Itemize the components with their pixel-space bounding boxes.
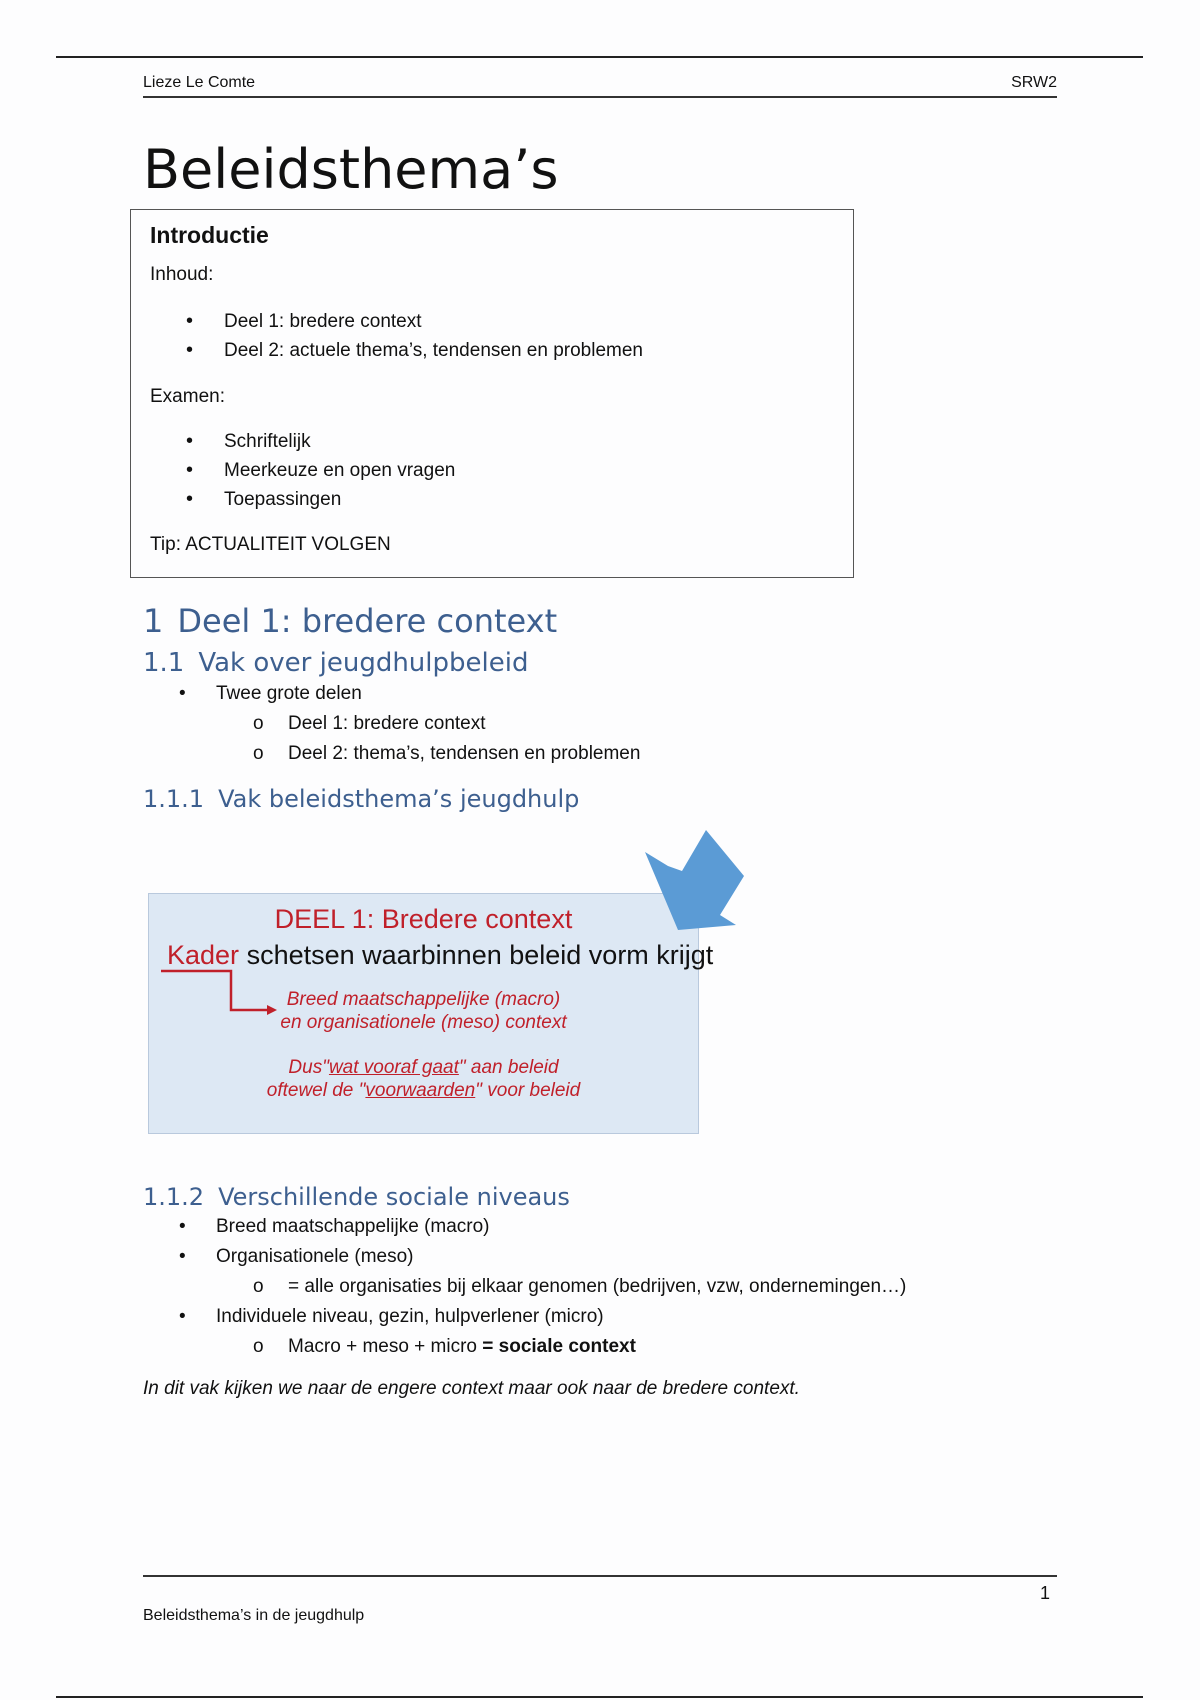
heading-number: 1	[143, 602, 164, 640]
underlined-text: voorwaarden	[365, 1080, 476, 1101]
exam-list	[131, 427, 455, 514]
list-item: • Toepassingen	[131, 485, 455, 514]
exam-tip: Tip: ACTUALITEIT VOLGEN	[150, 534, 391, 555]
list-item: • Schriftelijk	[131, 427, 455, 456]
list-item: o Deel 1: bredere context	[143, 709, 640, 739]
section-1-1-2-list	[143, 1212, 906, 1362]
underlined-text: wat vooraf gaat	[328, 1057, 459, 1078]
slide-line-2: en organisationele (meso) context	[280, 1012, 567, 1033]
heading-number: 1.1.2	[143, 1183, 205, 1211]
slide-image	[148, 893, 714, 1134]
text-part: oftewel de "	[266, 1080, 366, 1101]
list-item: o = alle organisaties bij elkaar genomen (bedrijven, vzw, ondernemingen…)	[143, 1272, 906, 1302]
page-top-edge	[56, 56, 1143, 58]
kader-rest: schetsen waarbinnen beleid vorm krijgt	[239, 940, 714, 970]
page-number: 1	[1040, 1583, 1051, 1603]
list-item: o Deel 2: thema’s, tendensen en problemen	[143, 739, 640, 769]
list-item: • Deel 2: actuele thema’s, tendensen en problemen	[131, 336, 643, 365]
introduction-box	[130, 209, 854, 578]
heading-section-1	[143, 602, 557, 640]
slide-title: DEEL 1: Bredere context	[274, 904, 573, 934]
text-part: " voor beleid	[475, 1080, 581, 1101]
header-course-code: SRW2	[1011, 74, 1057, 91]
kader-word: Kader	[167, 940, 240, 970]
section-1-1-list	[143, 679, 640, 769]
heading-text: Deel 1: bredere context	[177, 602, 558, 640]
footer-rule	[143, 1575, 1057, 1577]
header-author: Lieze Le Comte	[143, 74, 256, 91]
document-title: Beleidsthema’s	[143, 138, 559, 201]
intro-box-title: Introductie	[150, 222, 269, 248]
list-item: • Meerkeuze en open vragen	[131, 456, 455, 485]
closing-note: In dit vak kijken we naar de engere context maar ook naar de bredere context.	[143, 1378, 800, 1399]
heading-section-1-1-1	[143, 785, 579, 813]
bold-text: = sociale context	[482, 1336, 636, 1357]
list-item	[143, 1332, 906, 1362]
heading-text: Verschillende sociale niveaus	[218, 1183, 570, 1211]
running-header	[143, 72, 1057, 98]
heading-text: Vak beleidsthema’s jeugdhulp	[218, 785, 580, 813]
text-part: " aan beleid	[458, 1057, 559, 1078]
slide-line-3	[149, 1056, 698, 1079]
text-part: Macro + meso + micro	[288, 1336, 483, 1357]
list-item: • Deel 1: bredere context	[131, 307, 643, 336]
text-part: Dus"	[288, 1057, 329, 1078]
heading-number: 1.1	[143, 648, 185, 678]
list-item: • Breed maatschappelijke (macro)	[143, 1212, 906, 1242]
slide-line-1: Breed maatschappelijke (macro)	[286, 989, 561, 1010]
exam-label: Examen:	[150, 386, 225, 407]
blue-arrow-icon	[640, 830, 750, 940]
list-item: • Individuele niveau, gezin, hulpverlener (micro)	[143, 1302, 906, 1332]
slide-line-4	[149, 1079, 698, 1102]
list-item: • Organisationele (meso)	[143, 1242, 906, 1272]
heading-section-1-1-2	[143, 1183, 570, 1211]
heading-text: Vak over jeugdhulpbeleid	[198, 648, 529, 678]
content-list	[131, 307, 643, 365]
heading-number: 1.1.1	[143, 785, 205, 813]
heading-section-1-1	[143, 648, 528, 678]
footer-title: Beleidsthema’s in de jeugdhulp	[143, 1607, 365, 1624]
list-item: • Twee grote delen	[143, 679, 640, 709]
content-label: Inhoud:	[150, 264, 214, 285]
page-bottom-edge	[56, 1696, 1143, 1698]
